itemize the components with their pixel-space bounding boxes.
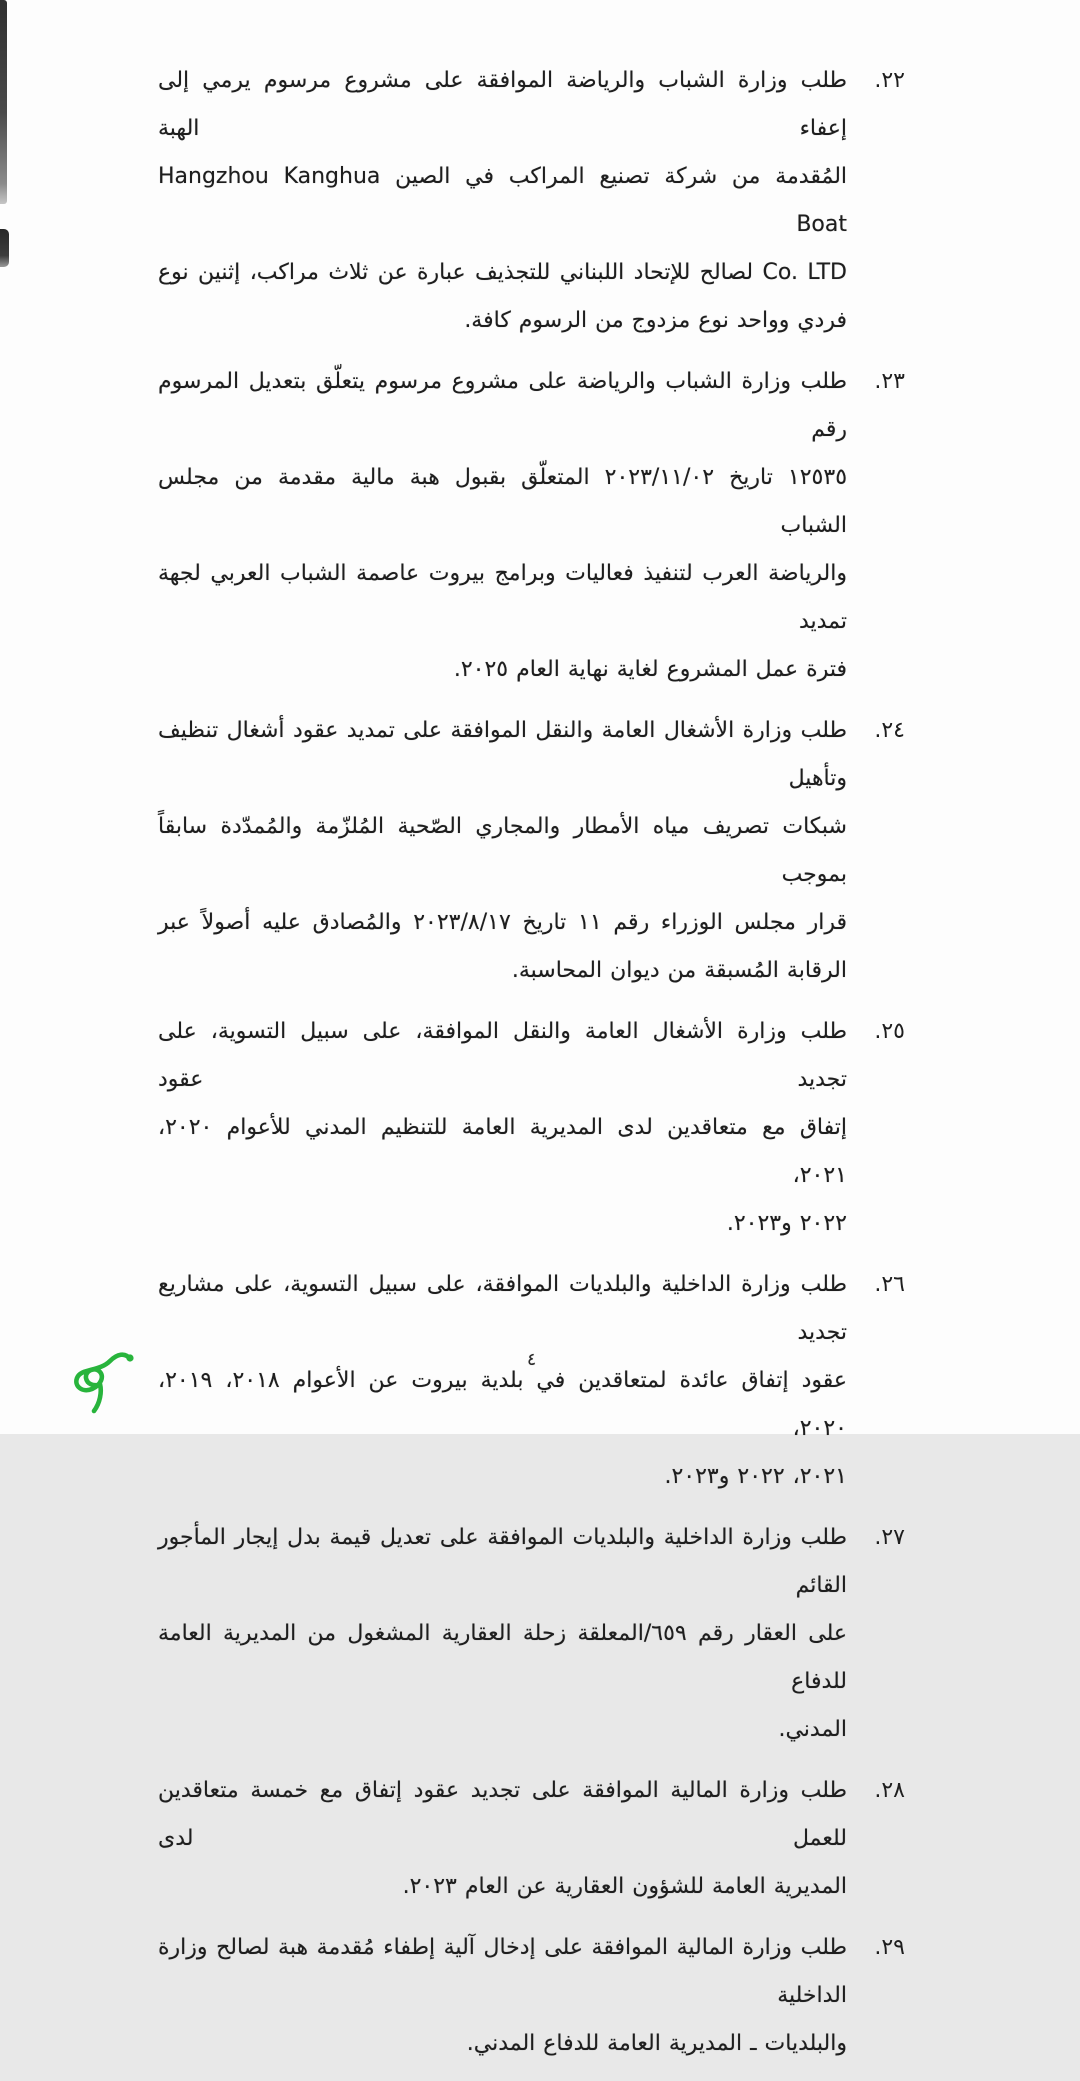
agenda-item-line: فترة عمل المشروع لغاية نهاية العام ٢٠٢٥. bbox=[453, 657, 847, 682]
agenda-item-line: والرياضة العرب لتنفيذ فعاليات وبرامج بيروت عاصمة الشباب العربي لجهة تمديد bbox=[158, 561, 847, 634]
agenda-item-line: ٢٠٢٢ و٢٠٢٣. bbox=[726, 1211, 847, 1236]
agenda-item-number: ٢٥. bbox=[874, 1019, 905, 1044]
agenda-item-line: طلب وزارة المالية الموافقة على إدخال آلية إطفاء مُقدمة هبة لصالح وزارة الداخلية bbox=[158, 1935, 847, 2008]
agenda-item-line: طلب وزارة الشباب والرياضة على مشروع مرسوم يتعلّق بتعديل المرسوم رقم bbox=[158, 369, 847, 442]
agenda-item-line: Co. LTD لصالح للإتحاد اللبناني للتجذيف عبارة عن ثلاث مراكب، إثنين نوع bbox=[158, 260, 847, 285]
agenda-item-line: فردي وواحد نوع مزدوج من الرسوم كافة. bbox=[464, 308, 847, 333]
agenda-item-number: ٢٧. bbox=[874, 1525, 905, 1550]
agenda-item-number: ٢٩. bbox=[874, 1935, 905, 1960]
agenda-item-line: طلب وزارة الشباب والرياضة الموافقة على مشروع مرسوم يرمي إلى إعفاء الهبة bbox=[158, 68, 847, 141]
agenda-item bbox=[158, 1924, 905, 2068]
agenda-item-line: عقود إتفاق عائدة لمتعاقدين في بلدية بيروت عن الأعوام ٢٠١٨، ٢٠١٩، ٢٠٢٠، bbox=[158, 1368, 848, 1441]
agenda-item-number: ٢٤. bbox=[874, 718, 905, 743]
agenda-item-line: طلب وزارة الداخلية والبلديات الموافقة على تعديل قيمة بدل إيجار المأجور القائم bbox=[158, 1525, 847, 1598]
agenda-item-line: على العقار رقم ٦٥٩/المعلقة زحلة العقارية المشغول من المديرية العامة للدفاع bbox=[158, 1621, 847, 1694]
agenda-item-text bbox=[158, 1767, 847, 1911]
page-number: ٤ bbox=[527, 1350, 537, 1370]
agenda-item-text bbox=[158, 707, 847, 995]
agenda-item-line: المُقدمة من شركة تصنيع المراكب في الصين Hangzhou Kanghua Boat bbox=[158, 164, 848, 237]
agenda-item-text bbox=[158, 1261, 847, 1501]
agenda-item-text bbox=[158, 1924, 847, 2068]
scan-edge-mark-top bbox=[0, 0, 7, 204]
agenda-item-line: المديرية العامة للشؤون العقارية عن العام ٢٠٢٣. bbox=[402, 1874, 847, 1899]
agenda-item bbox=[158, 707, 905, 995]
pen-stroke-blob bbox=[126, 1354, 133, 1361]
agenda-item-number: ٢٢. bbox=[874, 68, 905, 93]
agenda-item bbox=[158, 57, 905, 345]
agenda-item-text bbox=[158, 57, 847, 345]
agenda-item-text bbox=[158, 358, 847, 694]
agenda-item bbox=[158, 1514, 905, 1754]
agenda-item-number: ٢٣. bbox=[874, 369, 905, 394]
agenda-item-number: ٢٦. bbox=[874, 1272, 905, 1297]
agenda-item-line: طلب وزارة الداخلية والبلديات الموافقة، على سبيل التسوية، على مشاريع تجديد bbox=[158, 1272, 847, 1345]
agenda-item bbox=[158, 1261, 905, 1501]
agenda-item-line: المدني. bbox=[778, 1717, 847, 1742]
agenda-item-line: قرار مجلس الوزراء رقم ١١ تاريخ ٢٠٢٣/٨/١٧ والمُصادق عليه أصولاً عبر bbox=[158, 910, 848, 935]
agenda-item-line: طلب وزارة المالية الموافقة على تجديد عقود إتفاق مع خمسة متعاقدين للعمل لدى bbox=[158, 1778, 847, 1851]
agenda-item-line: إتفاق مع متعاقدين لدى المديرية العامة للتنظيم المدني للأعوام ٢٠٢٠، ٢٠٢١، bbox=[158, 1115, 847, 1188]
agenda-item bbox=[158, 1008, 905, 1248]
scan-edge-mark-mid bbox=[0, 229, 9, 267]
agenda-item-line: طلب وزارة الأشغال العامة والنقل الموافقة، على سبيل التسوية، على تجديد عقود bbox=[158, 1019, 847, 1092]
agenda-item-line: الرقابة المُسبقة من ديوان المحاسبة. bbox=[511, 958, 847, 983]
pen-stroke bbox=[76, 1355, 130, 1411]
agenda-item-line: ١٢٥٣٥ تاريخ ٢٠٢٣/١١/٠٢ المتعلّق بقبول هبة مالية مقدمة من مجلس الشباب bbox=[158, 465, 848, 538]
agenda-list bbox=[158, 57, 905, 2081]
agenda-item-line: طلب وزارة الأشغال العامة والنقل الموافقة على تمديد عقود أشغال تنظيف وتأهيل bbox=[158, 718, 847, 791]
agenda-item-line: شبكات تصريف مياه الأمطار والمجاري الصّحية المُلزّمة والمُمدّدة سابقاً بموجب bbox=[158, 814, 847, 887]
agenda-item-text bbox=[158, 1514, 847, 1754]
agenda-item bbox=[158, 1767, 905, 1911]
agenda-item-text bbox=[158, 1008, 847, 1248]
agenda-item-line: والبلديات ـ المديرية العامة للدفاع المدني. bbox=[466, 2031, 847, 2056]
green-pen-signature-mark bbox=[68, 1347, 152, 1427]
agenda-item-number: ٢٨. bbox=[874, 1778, 905, 1803]
agenda-item-line: ٢٠٢١، ٢٠٢٢ و٢٠٢٣. bbox=[664, 1464, 847, 1489]
agenda-item bbox=[158, 358, 905, 694]
